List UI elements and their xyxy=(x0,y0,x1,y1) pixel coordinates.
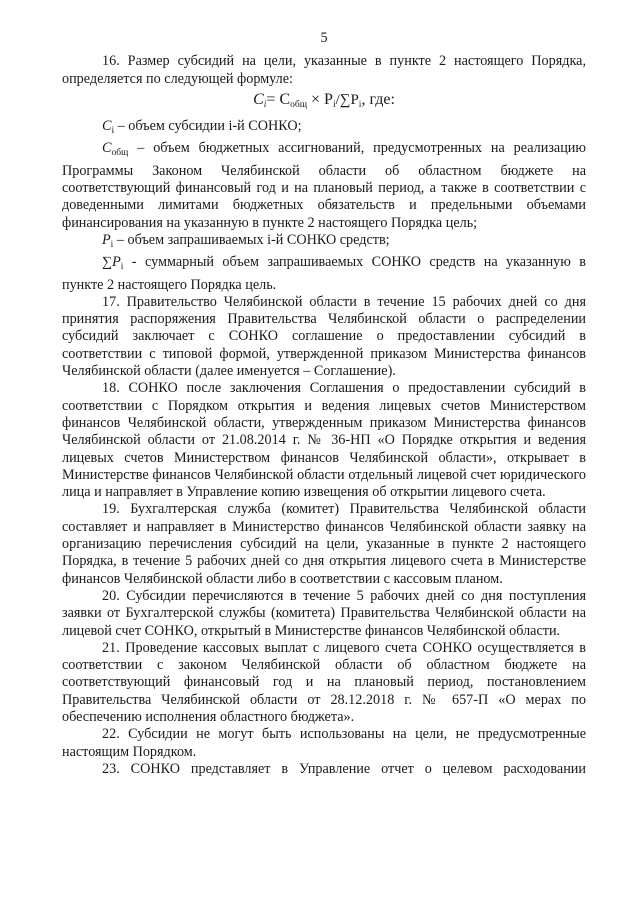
formula-eq: = C xyxy=(266,90,291,108)
formula-times: × P xyxy=(307,90,333,108)
paragraph-18: 18. СОНКО после заключения Соглашения о предоставлении субсидий в соответствии с Порядком открытия и ведения лицевых счетов Министерством финансов Челябинской области, утвержденным приказом Министерства финансов Челябинской области от 21.08.2014 г. № 36-НП «О Порядке открытия и ведения лицевых счетов Министерством финансов Челябинской области», открывает в Министерстве финансов Челябинской области отдельный лицевой счет юридического лица и направляет в Управление копию извещения об открытии лицевого счета. xyxy=(62,380,586,501)
formula-lhs-sub: i xyxy=(263,99,267,110)
formula-div: /∑P xyxy=(335,91,359,108)
def-sum-symbol: ∑P xyxy=(102,254,121,271)
formula-lhs: C xyxy=(253,90,264,108)
def-cobsh-symbol: C xyxy=(102,140,112,157)
definition-ci xyxy=(62,118,586,140)
document-page xyxy=(62,30,586,778)
formula-tail: , где: xyxy=(361,90,395,108)
def-ci-symbol: C xyxy=(102,118,112,135)
def-cobsh-sub: общ xyxy=(111,148,129,159)
def-sum-sub: i xyxy=(120,262,124,273)
paragraph-21: 21. Проведение кассовых выплат с лицевого счета СОНКО осуществляется в соответствии с законом Челябинской области об областном бюджете на соответствующий финансовый год и на плановый период, постановлением Правительства Челябинской области от 28.12.2018 г. № 657-П «О мерах по обеспечению исполнения областного бюджета». xyxy=(62,639,586,725)
definition-cobsh xyxy=(62,140,586,231)
formula-p2-sub: i xyxy=(358,99,362,110)
formula-p-sub: i xyxy=(332,99,336,110)
def-ci-sub: i xyxy=(111,126,115,137)
def-cobsh-text: – объем бюджетных ассигнований, предусмотренных на реализацию Программы Законом Челябинской области об областном бюджете на соответствующий финансовый год и на плановый период, а также в соответствии с доведенными лимитами бюджетных обязательств и предельными объемами финансирования на указанную в пункте 2 настоящего Порядка цель; xyxy=(62,140,586,231)
page-number: 5 xyxy=(320,30,328,46)
definition-pi xyxy=(62,232,586,254)
paragraph-23: 23. СОНКО представляет в Управление отчет о целевом расходовании xyxy=(102,760,586,777)
paragraph-17: 17. Правительство Челябинской области в течение 15 рабочих дней со дня принятия распоряжения Правительства Челябинской области о распределении субсидий заключает с СОНКО соглашение о предоставлении субсидий в соответствии с типовой формой, утвержденной приказом Министерства финансов Челябинской области (далее именуется – Соглашение). xyxy=(62,293,586,380)
paragraph-19: 19. Бухгалтерская служба (комитет) Правительства Челябинской области составляет и направляет в Министерство финансов Челябинской области заявку на организацию перечисления субсидий на цели, указанные в пункте 2 настоящего Порядка, в течение 5 рабочих дней со дня открытия лицевого счета в Министерстве финансов Челябинской области либо в соответствии с кассовым планом. xyxy=(62,501,586,587)
def-ci-text: – объем субсидии i-й СОНКО; xyxy=(114,118,302,135)
paragraph-20: 20. Субсидии перечисляются в течение 5 рабочих дней со дня поступления заявки от Бухгалтерской службы (комитета) Правительства Челябинской области на лицевой счет СОНКО, открытый в Министерстве финансов Челябинской области. xyxy=(62,587,586,639)
definition-sum xyxy=(62,254,586,294)
def-pi-symbol: P xyxy=(102,231,111,248)
paragraph-16-intro: 16. Размер субсидий на цели, указанные в пункте 2 настоящего Порядка, определяется по следующей формуле: xyxy=(62,53,586,87)
subsidy-formula xyxy=(62,91,586,114)
formula-c-sub: общ xyxy=(290,99,308,110)
def-sum-text: - суммарный объем запрашиваемых СОНКО средств на указанную в пункте 2 настоящего Порядка цель. xyxy=(62,254,586,293)
def-pi-sub: i xyxy=(110,239,114,250)
def-pi-text: – объем запрашиваемых i-й СОНКО средств; xyxy=(113,231,390,248)
paragraph-22: 22. Субсидии не могут быть использованы на цели, не предусмотренные настоящим Порядком. xyxy=(62,726,586,760)
